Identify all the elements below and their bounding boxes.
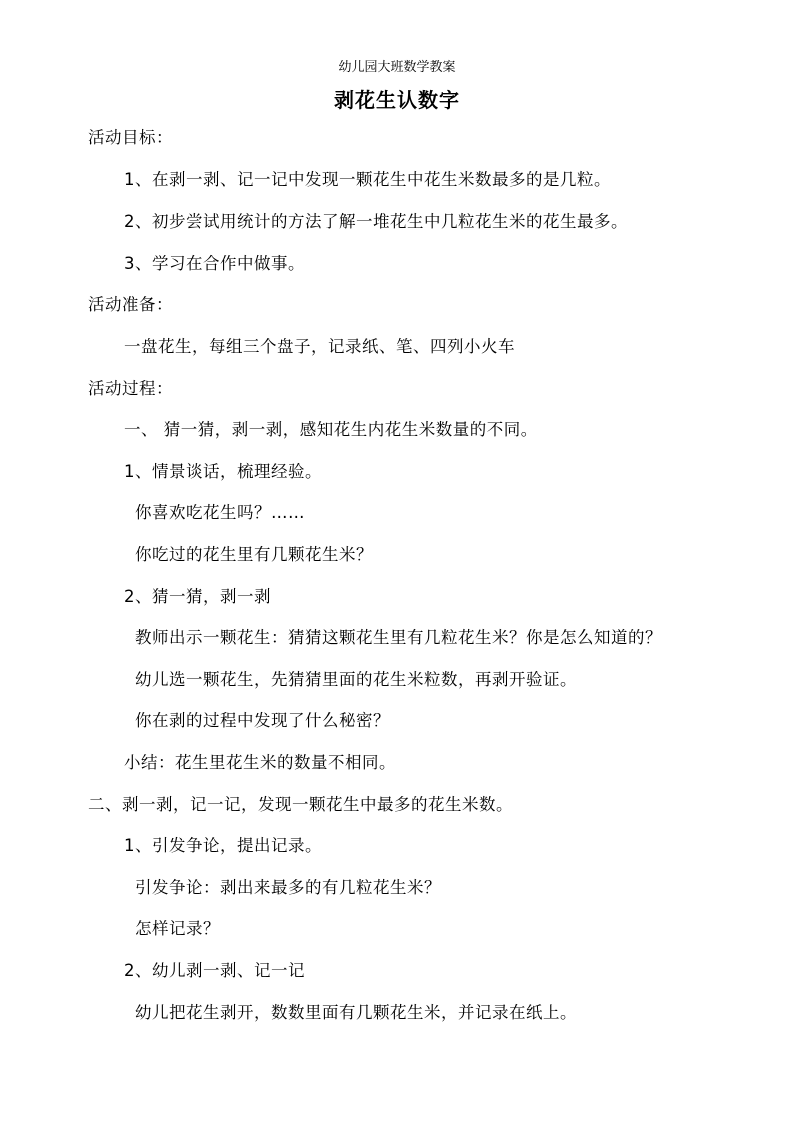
process-text-line: 幼儿把花生剥开，数数里面有几颗花生米，并记录在纸上。 bbox=[135, 1003, 577, 1022]
process-part-1-heading: 一、 猜一猜，剥一剥，感知花生内花生米数量的不同。 bbox=[124, 420, 538, 439]
process-summary: 小结：花生里花生米的数量不相同。 bbox=[124, 753, 396, 772]
goal-item-1: 1、在剥一剥、记一记中发现一颗花生中花生米数最多的是几粒。 bbox=[124, 170, 611, 189]
process-text-line: 你吃过的花生里有几颗花生米？ bbox=[135, 545, 373, 564]
process-text-line: 引发争论：剥出来最多的有几粒花生米？ bbox=[135, 878, 441, 897]
section-heading-preparation: 活动准备： bbox=[88, 295, 173, 314]
process-step-1-1: 1、情景谈话，梳理经验。 bbox=[124, 462, 322, 481]
process-text-line: 你喜欢吃花生吗？…… bbox=[135, 503, 305, 522]
page-header: 幼儿园大班数学教案 bbox=[338, 60, 456, 75]
process-step-2-2: 2、幼儿剥一剥、记一记 bbox=[124, 961, 305, 980]
process-text-line: 你在剥的过程中发现了什么秘密？ bbox=[135, 711, 390, 730]
process-text-line: 怎样记录？ bbox=[135, 919, 220, 938]
goal-item-3: 3、学习在合作中做事。 bbox=[124, 254, 305, 273]
section-heading-process: 活动过程： bbox=[88, 379, 173, 398]
process-step-1-2: 2、猜一猜，剥一剥 bbox=[124, 587, 271, 606]
process-step-2-1: 1、引发争论，提出记录。 bbox=[124, 836, 322, 855]
process-text-line: 教师出示一颗花生：猜猜这颗花生里有几粒花生米？你是怎么知道的？ bbox=[135, 628, 662, 647]
document-title: 剥花生认数字 bbox=[334, 88, 460, 112]
goal-item-2: 2、初步尝试用统计的方法了解一堆花生中几粒花生米的花生最多。 bbox=[124, 212, 628, 231]
section-heading-goals: 活动目标： bbox=[88, 128, 173, 147]
process-text-line: 幼儿选一颗花生，先猜猜里面的花生米粒数，再剥开验证。 bbox=[135, 670, 577, 689]
process-part-2-heading: 二、剥一剥，记一记，发现一颗花生中最多的花生米数。 bbox=[88, 795, 513, 814]
preparation-text: 一盘花生，每组三个盘子，记录纸、笔、四列小火车 bbox=[124, 337, 515, 356]
